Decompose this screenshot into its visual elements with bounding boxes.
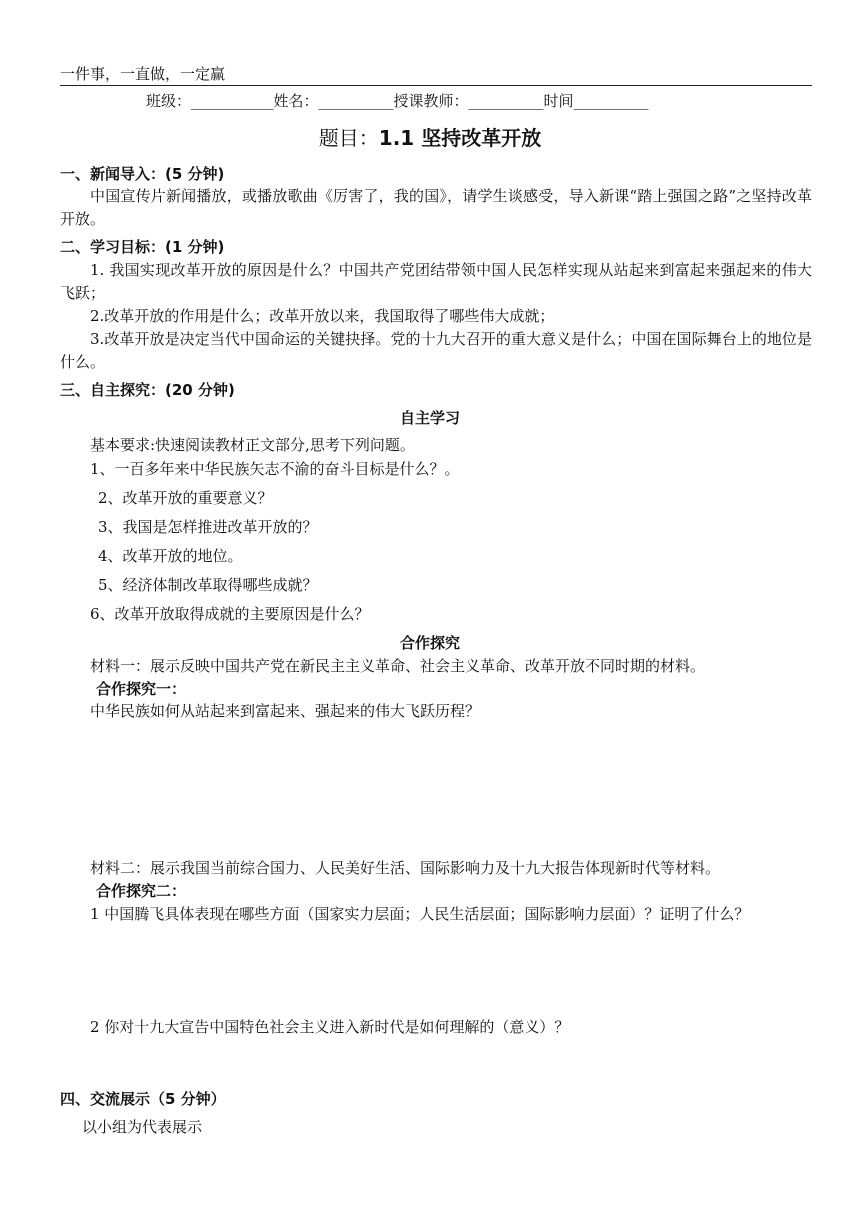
section1-heading: 一、新闻导入：(5 分钟) (60, 165, 225, 183)
info-line: 班级：___________姓名：__________授课教师：__________时间__________ (146, 92, 649, 110)
section1-body: 中国宣传片新闻播放，或播放歌曲《厉害了，我的国》，请学生谈感受，导入新课“踏上强国之路”之坚持改革开放。 (60, 187, 812, 228)
coop2-question-1: 1 中国腾飞具体表现在哪些方面（国家实力层面；人民生活层面；国际影响力层面）？证明了什么？ (90, 905, 750, 923)
self-study-title: 自主学习 (399, 409, 460, 427)
question-item-1: 1、一百多年来中华民族矢志不渝的奋斗目标是什么？。 (90, 460, 460, 478)
coop2-question-2: 2 你对十九大宣告中国特色社会主义进入新时代是如何理解的（意义）？ (90, 1018, 570, 1036)
material-2: 材料二：展示我国当前综合国力、人民美好生活、国际影响力及十九大报告体现新时代等材料。 (90, 859, 721, 877)
coop1-heading: 合作探究一： (96, 680, 187, 698)
section4-heading: 四、交流展示（5 分钟） (60, 1090, 226, 1108)
goal-item-3: 3.改革开放是决定当代中国命运的关键抉择。党的十九大召开的重大意义是什么；中国在国际舞台上的地位是什么。 (60, 330, 812, 371)
material-1: 材料一：展示反映中国共产党在新民主主义革命、社会主义革命、改革开放不同时期的材料。 (90, 657, 706, 675)
title-prefix: 题目： (318, 126, 379, 150)
page-title (0, 122, 860, 151)
header-rule (60, 85, 812, 86)
motto: 一件事，一直做，一定赢 (60, 65, 226, 83)
coop2-heading: 合作探究二： (96, 882, 187, 900)
question-item-5: 5、经济体制改革取得哪些成就？ (98, 576, 318, 594)
study-requirement: 基本要求:快速阅读教材正文部分,思考下列问题。 (90, 436, 415, 454)
goal-item-1: 1. 我国实现改革开放的原因是什么？中国共产党团结带领中国人民怎样实现从站起来到富起来强起来的伟大飞跃； (60, 261, 812, 302)
section4-body: 以小组为代表展示 (82, 1118, 203, 1136)
title-main: 1.1 坚持改革开放 (378, 126, 542, 150)
coop-title: 合作探究 (399, 634, 460, 652)
section2-heading: 二、学习目标：(1 分钟) (60, 238, 225, 256)
question-item-4: 4、改革开放的地位。 (98, 547, 243, 565)
question-item-3: 3、我国是怎样推进改革开放的？ (98, 518, 318, 536)
coop1-question: 中华民族如何从站起来到富起来、强起来的伟大飞跃历程？ (90, 702, 481, 720)
section3-heading: 三、自主探究：(20 分钟) (60, 381, 235, 399)
question-item-2: 2、改革开放的重要意义？ (98, 489, 273, 507)
goal-item-2: 2.改革开放的作用是什么；改革开放以来，我国取得了哪些伟大成就； (90, 307, 555, 325)
question-item-6: 6、改革开放取得成就的主要原因是什么？ (90, 605, 370, 623)
